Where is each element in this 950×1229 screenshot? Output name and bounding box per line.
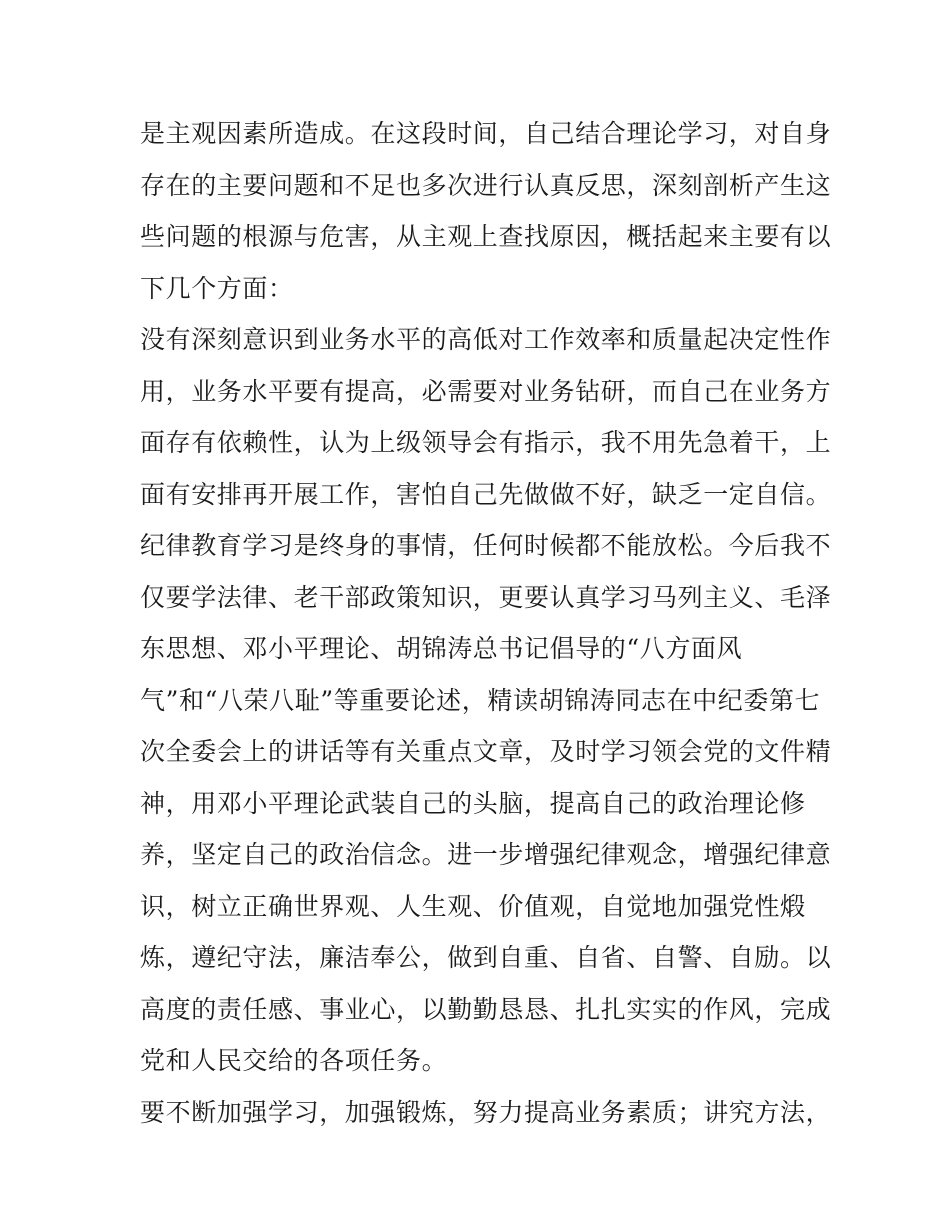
document-body [140,108,832,1138]
text-line: 次全委会上的讲话等有关重点文章，及时学习领会党的文件精 [140,737,832,766]
text-line: 面存有依赖性，认为上级领导会有指示，我不用先急着干，上 [140,428,832,457]
text-line: 识，树立正确世界观、人生观、价值观，自觉地加强党性煅 [140,891,806,921]
text-line: 下几个方面： [140,273,294,303]
text-line: 炼，遵纪守法，廉洁奉公，做到自重、自省、自警、自励。以 [140,943,832,972]
text-line: 气”和“八荣八耻”等重要论述，精读胡锦涛同志在中纪委第七 [140,685,821,715]
text-line: 养，坚定自己的政治信念。进一步增强纪律观念，增强纪律意 [140,840,832,869]
text-line: 要不断加强学习，加强锻炼，努力提高业务素质；讲究方法， [140,1097,832,1127]
text-line: 是主观因素所造成。在这段时间，自己结合理论学习，对自身 [140,119,832,148]
text-line: 党和人民交给的各项任务。 [140,1046,448,1075]
text-line: 用，业务水平要有提高，必需要对业务钻研，而自己在业务方 [140,376,832,406]
text-line: 些问题的根源与危害，从主观上查找原因，概括起来主要有以 [140,222,832,251]
text-line: 没有深刻意识到业务水平的高低对工作效率和质量起决定性作 [140,325,832,354]
text-line: 仅要学法律、老干部政策知识，更要认真学习马列主义、毛泽 [140,582,832,612]
text-line: 神，用邓小平理论武装自己的头脑，提高自己的政治理论修 [140,788,806,818]
text-line: 纪律教育学习是终身的事情，任何时候都不能放松。今后我不 [140,531,832,560]
text-line: 面有安排再开展工作，害怕自己先做做不好，缺乏一定自信。 [140,479,832,509]
text-line: 存在的主要问题和不足也多次进行认真反思，深刻剖析产生这 [140,170,832,200]
text-line: 高度的责任感、事业心，以勤勤恳恳、扎扎实实的作风，完成 [140,994,832,1024]
text-line: 东思想、邓小平理论、胡锦涛总书记倡导的“八方面风 [140,634,743,663]
